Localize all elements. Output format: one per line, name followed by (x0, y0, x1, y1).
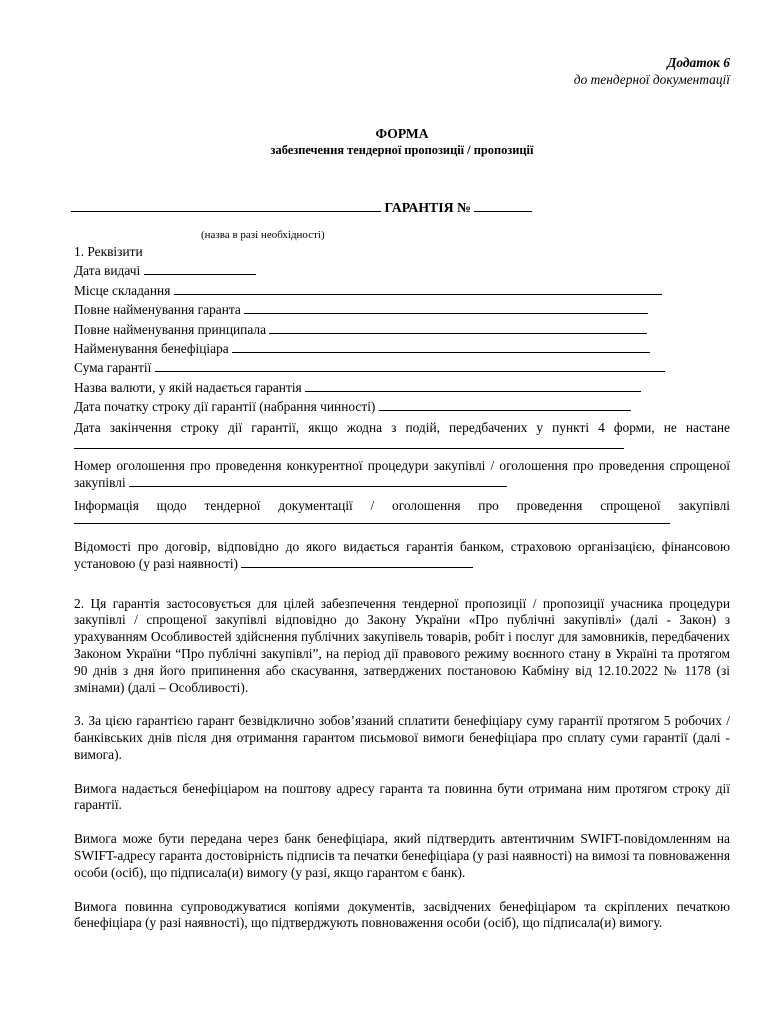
field-blank (269, 321, 647, 334)
field-label: Місце складання (74, 282, 171, 298)
field-label: Назва валюти, у якій надається гарантія (74, 379, 302, 395)
guarantee-heading (71, 199, 730, 216)
field-blank (74, 436, 624, 449)
section1-title: 1. Реквізити (74, 244, 143, 259)
field-amount (74, 358, 730, 377)
field-blank (241, 555, 473, 568)
field-blank (174, 282, 662, 295)
guarantee-name-blank (71, 199, 381, 212)
field-currency (74, 378, 730, 397)
paragraph-2: 2. Ця гарантія застосовується для цілей забезпечення тендерної пропозиції / пропозиції учасника процедури закупівлі / спрощеної закупівлі відповідно до Закону України «Про публічні закупівлі» (далі - Закон) з урахуванням Особливостей здійснення публічних закупівель товарів, робіт і послуг для замовників, передбачених Законом України “Про публічні закупівлі”, на період дії правового режиму воєнного стану в Україні та протягом 90 днів з дня його припинення або скасування, затверджених постановою Кабміну від 12.10.2022 № 1178 (зі змінами) (далі – Особливості). (74, 595, 730, 695)
field-label: Інформація щодо тендерної документації / оголошення про проведення спрощеної закупівлі (74, 497, 730, 513)
field-label: Відомості про договір, відповідно до якого видається гарантія банком, страховою організацією, фінансовою установою (у разі наявності) (74, 538, 730, 571)
field-label: Дата початку строку дії гарантії (набрання чинності) (74, 399, 376, 415)
annex-number: Додаток 6 (667, 55, 730, 70)
field-label: Повне найменування гаранта (74, 302, 241, 318)
field-blank (305, 379, 641, 392)
paragraph-demand-address: Вимога надається бенефіціаром на поштову адресу гаранта та повинна бути отримана ним протягом строку дії гарантії. (74, 780, 730, 813)
field-label: Дата закінчення строку дії гарантії, якщо жодна з подій, передбачених у пункті 4 форми, не настане (74, 419, 730, 435)
field-principal (74, 320, 730, 339)
paragraph-demand-documents: Вимога повинна супроводжуватися копіями документів, засвідчених бенефіціаром та скріплених печаткою бенефіціара (у разі наявності), що підтверджують повноваження особи (осіб), що підписала(и) вимогу. (74, 898, 730, 931)
field-blank (379, 398, 631, 411)
form-title-block (74, 125, 730, 159)
field-blank (232, 340, 650, 353)
field-tender-docs (74, 497, 730, 524)
field-contract-info (74, 538, 730, 572)
field-label: Сума гарантії (74, 360, 152, 376)
guarantee-number-blank (474, 199, 532, 212)
field-issue-date (74, 261, 730, 280)
annex-subtitle: до тендерної документації (573, 72, 730, 87)
annex-header (74, 54, 730, 88)
field-place (74, 281, 730, 300)
guarantee-name-note: (назва в разі необхідності) (201, 229, 325, 241)
form-subtitle: забезпечення тендерної пропозиції / пропозиції (270, 143, 534, 157)
field-label: Дата видачі (74, 263, 141, 279)
field-announcement (74, 457, 730, 491)
field-blank (244, 301, 648, 314)
field-label: Повне найменування принципала (74, 321, 267, 337)
field-beneficiary (74, 339, 730, 358)
field-label: Номер оголошення про проведення конкурентної процедури закупівлі / оголошення про проведення спрощеної закупівлі (74, 457, 730, 490)
field-label: Найменування бенефіціара (74, 340, 229, 356)
field-blank (74, 522, 670, 524)
field-start-date (74, 397, 730, 416)
field-blank (144, 262, 256, 275)
field-blank (129, 474, 507, 487)
field-blank (155, 359, 665, 372)
paragraph-demand-swift: Вимога може бути передана через банк бенефіціара, який підтвердить автентичним SWIFT-повідомленням на SWIFT-адресу гаранта достовірність підписів та печатки бенефіціара (у разі наявності) на вимозі та повноваження особи (осіб), що підписала(и) вимогу (у разі, якщо гарантом є банк). (74, 831, 730, 880)
form-title: ФОРМА (375, 126, 429, 141)
field-end-date (74, 419, 730, 453)
guarantee-label: ГАРАНТІЯ № (384, 200, 471, 215)
field-guarantor (74, 300, 730, 319)
paragraph-3: 3. За цією гарантією гарант безвідклично зобов’язаний сплатити бенефіціару суму гарантії протягом 5 робочих / банківських днів після дня отримання гарантом письмової вимоги бенефіціара про сплату суми гарантії (далі - вимога). (74, 713, 730, 762)
